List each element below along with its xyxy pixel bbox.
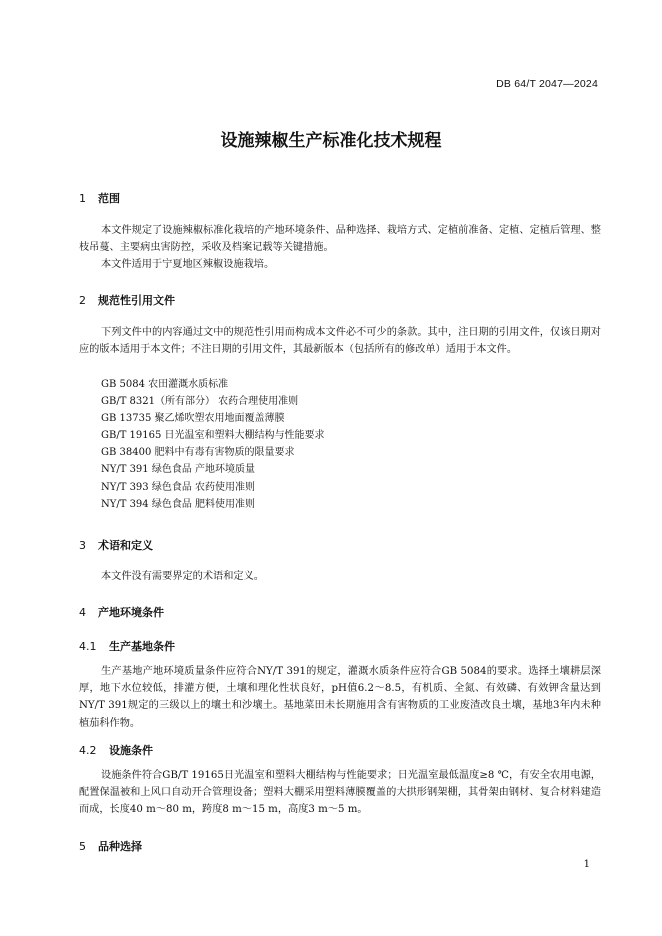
section-number: 4.1 [79,640,97,653]
list-item: GB 5084 农田灌溉水质标准 [101,379,229,390]
section-2-body [79,324,601,358]
list-item: NY/T 394 绿色食品 肥料使用准则 [101,498,256,510]
section-title: 产地环境条件 [98,606,164,619]
paragraph: 本文件适用于宁夏地区辣椒设施栽培。 [101,259,275,271]
section-3-heading [79,537,153,553]
section-title: 设施条件 [109,744,153,757]
paragraph: 下列文件中的内容通过文中的规范性引用而构成本文件必不可少的条款。其中，注日期的引用文件，仅该日期对应的版本适用于本文件；不注日期的引用文件，其最新版本（包括所有的修改单）适用于本文件。 [79,327,601,356]
section-1-body [79,222,601,274]
section-number: 5 [79,840,86,853]
list-item: NY/T 393 绿色食品 农药使用准则 [101,481,256,493]
section-title: 品种选择 [98,840,142,853]
paragraph: 本文件没有需要界定的术语和定义。 [101,571,264,582]
section-title: 生产基地条件 [109,640,175,653]
list-item: NY/T 391 绿色食品 产地环境质量 [101,464,256,476]
list-item: GB 13735 聚乙烯吹塑农用地面覆盖薄膜 [101,413,285,425]
section-number: 2 [79,294,86,307]
list-item: GB 38400 肥料中有毒有害物质的限量要求 [101,447,295,459]
section-title: 范围 [98,192,120,205]
section-2-heading [79,292,175,308]
paragraph: 本文件规定了设施辣椒标准化栽培的产地环境条件、品种选择、栽培方式、定植前准备、定植、定植后管理、整枝吊蔓、主要病虫害防控，采收及档案记载等关键措施。 [79,225,601,254]
document-title: 设施辣椒生产标准化技术规程 [220,131,442,151]
list-item: GB/T 19165 日光温室和塑料大棚结构与性能要求 [101,430,325,442]
reference-list [101,376,325,513]
section-number: 1 [79,192,86,205]
paragraph: 生产基地产地环境质量条件应符合NY/T 391的规定，灌溉水质条件应符合GB 5084的要求。选择土壤耕层深厚，地下水位较低，排灌方便，土壤和理化性状良好，pH值6.2～8.5，有机质、全氮、有效磷、有效钾含量达到NY/T 391规定的三级以上的壤土和沙壤土。基地菜田未长期施用含有害物质的工业废渣改良土壤，基地3年内未种植茄科作物。 [79,666,601,729]
section-4-heading [79,604,164,620]
standard-code: DB 64/T 2047—2024 [496,78,598,90]
section-title: 规范性引用文件 [98,294,175,307]
section-number: 4 [79,606,86,619]
section-4-2-heading [79,742,153,758]
section-4-1-heading [79,638,175,654]
section-number: 3 [79,539,86,552]
section-5-heading [79,838,142,854]
list-item: GB/T 8321（所有部分） 农药合理使用准则 [101,396,299,408]
section-1-heading [79,190,120,206]
section-4-2-body [79,767,601,819]
section-4-1-body [79,663,601,732]
page-number: 1 [583,859,590,870]
paragraph: 设施条件符合GB/T 19165日光温室和塑料大棚结构与性能要求；日光温室最低温度≥8 ℃，有安全农用电源，配置保温被和上风口自动开合管理设备；塑料大棚采用塑料薄膜覆盖的大拱形钢架棚，其骨架由钢材、复合材料建造而成，长度40 m～80 m，跨度8 m～15 m，高度3 m～5 m。 [79,770,601,816]
section-number: 4.2 [79,744,97,757]
section-3-body [79,568,601,585]
section-title: 术语和定义 [98,539,153,552]
